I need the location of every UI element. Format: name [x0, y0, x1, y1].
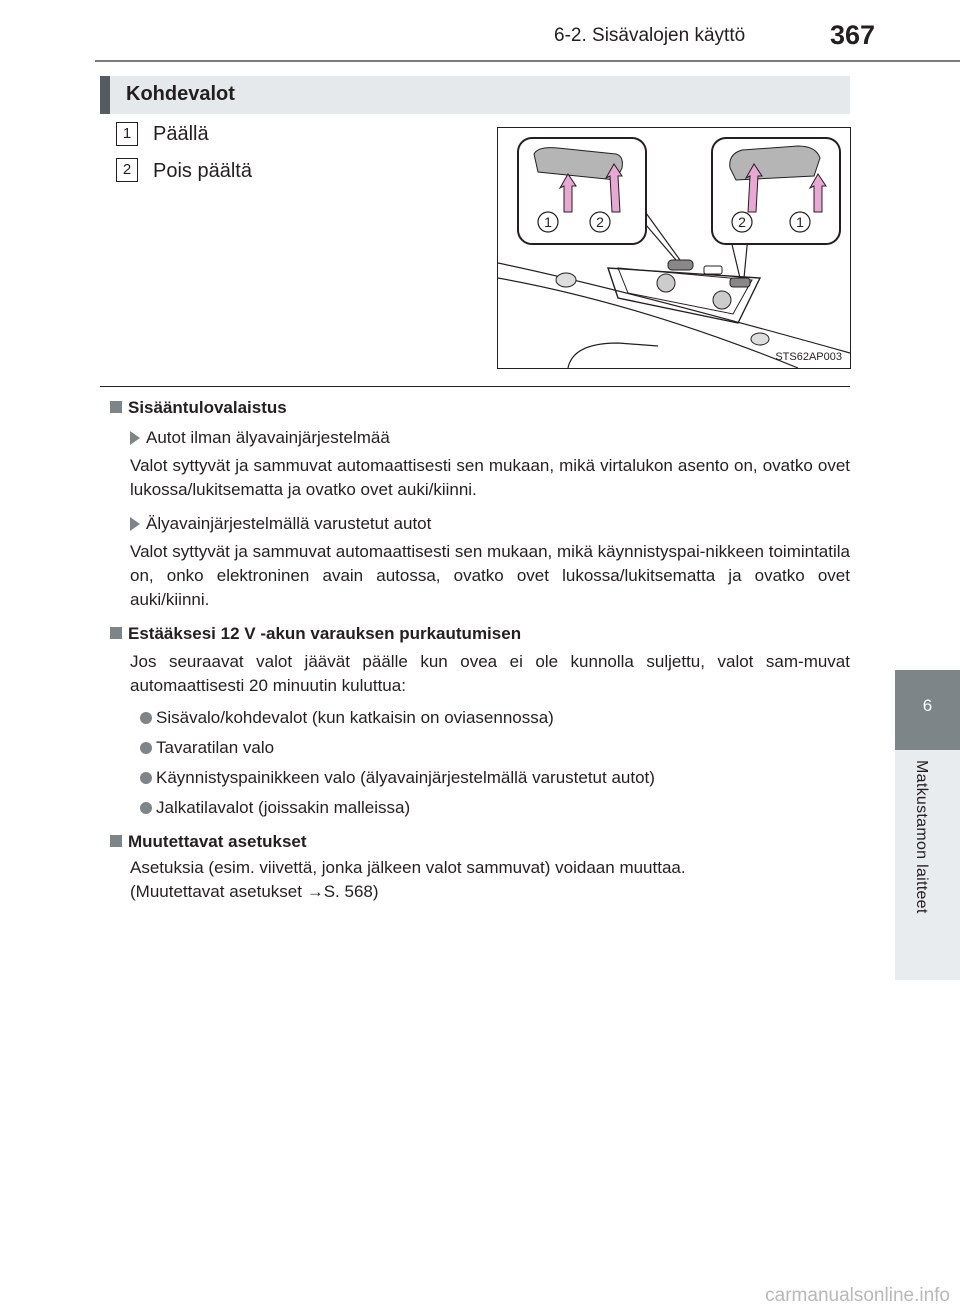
bullet-item: Käynnistyspainikkeen valo (älyavainjärjestelmällä varustetut autot) — [110, 768, 850, 788]
dot-bullet-icon — [140, 772, 152, 784]
legend-number-2: 2 — [116, 158, 138, 182]
chapter-label: Matkustamon laitteet — [913, 760, 930, 914]
arrow-right-icon: → — [306, 882, 324, 901]
battery-heading: Estääksesi 12 V -akun varauksen purkautumisen — [110, 624, 850, 644]
dot-bullet-icon — [140, 742, 152, 754]
bullet-item: Tavaratilan valo — [110, 738, 850, 758]
chapter-tab — [895, 670, 960, 750]
left-spot-lamp — [668, 260, 693, 270]
triangle-bullet-icon — [130, 431, 140, 445]
battery-block — [110, 624, 850, 818]
page-reference-link[interactable]: S. 568) — [323, 882, 379, 901]
section-divider — [100, 386, 850, 387]
case1-text: Valot syttyvät ja sammuvat automaattisesti sen mukaan, mikä virtalukon asento on, ovatko ovet lukossa/lukitsematta ja ovatko ovet auki/kiinni. — [130, 456, 850, 499]
dot-bullet-icon — [140, 802, 152, 814]
callout-left-num-2: 2 — [596, 214, 604, 230]
figure-code: STS62AP003 — [775, 351, 842, 363]
case2-text: Valot syttyvät ja sammuvat automaattisesti sen mukaan, mikä käynnistyspai-nikkeen toimintatila on, onko elektroninen avain autossa, ovatko ovet lukossa/lukitsematta ja ovatko ovet auki/kiinni. — [130, 542, 850, 609]
custom-settings-heading: Muutettavat asetukset — [110, 832, 850, 852]
legend-text-off: Pois päältä — [153, 160, 252, 182]
dot-bullet-icon — [140, 712, 152, 724]
center-switch — [704, 266, 722, 274]
bullet-item: Jalkatilavalot (joissakin malleissa) — [110, 798, 850, 818]
callout-right-num-2: 2 — [738, 214, 746, 230]
case1-heading: Autot ilman älyavainjärjestelmää — [110, 428, 850, 448]
entrance-lighting-heading: Sisääntulovalaistus — [110, 398, 850, 418]
square-bullet-icon — [110, 401, 122, 413]
callout-left-num-1: 1 — [544, 214, 552, 230]
custom-settings-block — [110, 832, 850, 904]
battery-text: Jos seuraavat valot jäävät päälle kun ovea ei ole kunnolla suljettu, valot sam-muvat automaattisesti 20 minuutin kuluttua: — [130, 652, 850, 695]
page-number: 367 — [830, 20, 876, 50]
illustration-drawing — [498, 128, 850, 368]
right-spot-lamp — [730, 278, 750, 287]
callout-right-num-1: 1 — [796, 214, 804, 230]
spot-light-illustration — [497, 127, 851, 369]
chapter-number: 6 — [922, 696, 933, 715]
square-bullet-icon — [110, 627, 122, 639]
legend-number-1: 1 — [116, 122, 138, 146]
watermark: carmanualsonline.info — [765, 1285, 950, 1306]
section-header — [100, 76, 850, 114]
entrance-lighting-block — [110, 398, 850, 612]
case2-heading: Älyavainjärjestelmällä varustetut autot — [110, 514, 850, 534]
section-title: Kohdevalot — [126, 83, 235, 105]
running-header-section: 6-2. Sisävalojen käyttö — [554, 25, 746, 46]
bullet-item: Sisävalo/kohdevalot (kun katkaisin on oviasennossa) — [110, 708, 850, 728]
square-bullet-icon — [110, 835, 122, 847]
header-rule — [95, 60, 960, 62]
custom-settings-text: Asetuksia (esim. viivettä, jonka jälkeen valot sammuvat) voidaan muuttaa. — [130, 858, 686, 877]
section-header-bar — [100, 76, 110, 114]
legend-text-on: Päällä — [153, 123, 209, 145]
triangle-bullet-icon — [130, 517, 140, 531]
custom-settings-reference: (Muutettavat asetukset →S. 568) — [130, 882, 379, 901]
